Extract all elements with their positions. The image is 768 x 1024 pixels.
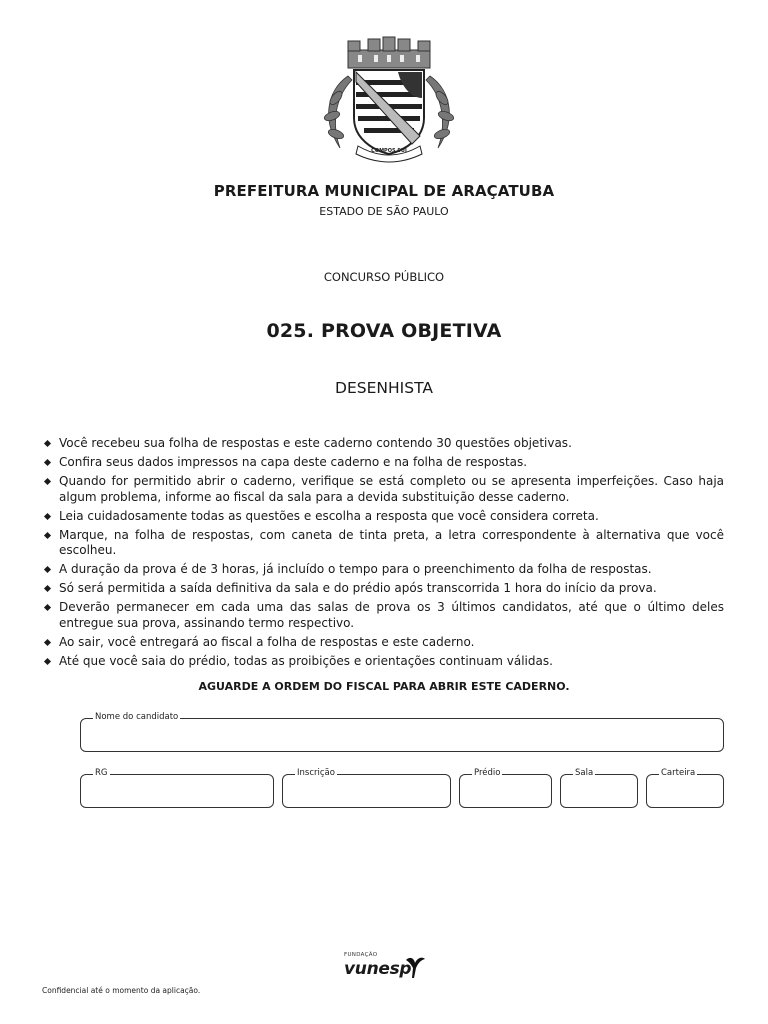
sala-field[interactable] bbox=[560, 768, 638, 808]
crest-motto: COMPOS SUI bbox=[371, 148, 407, 154]
candidate-name-field[interactable] bbox=[80, 712, 724, 752]
instruction-item: Deverão permanecer em cada uma das salas de prova os 3 últimos candidatos, até que o último deles entregue sua prova, assinando termo respectivo. bbox=[44, 600, 724, 631]
candidate-name-label: Nome do candidato bbox=[95, 712, 179, 722]
exam-type: CONCURSO PÚBLICO bbox=[323, 270, 445, 284]
instruction-item: A duração da prova é de 3 horas, já incluído o tempo para o preenchimento da folha de respostas. bbox=[44, 562, 724, 578]
instruction-item: Até que você saia do prédio, todas as proibições e orientações continuam válidas. bbox=[44, 654, 724, 670]
logo-small-text: FUNDAÇÃO bbox=[344, 952, 378, 958]
inscricao-label: Inscrição bbox=[297, 768, 335, 778]
instruction-item: Quando for permitido abrir o caderno, verifique se está completo ou se apresenta imperfeições. Caso haja algum problema, informe ao fiscal da sala para a devida substituição desse caderno. bbox=[44, 474, 724, 505]
confidential-footer: Confidencial até o momento da aplicação. bbox=[42, 986, 201, 995]
instruction-item: Ao sair, você entregará ao fiscal a folha de respostas e este caderno. bbox=[44, 635, 724, 651]
instruction-item: Confira seus dados impressos na capa deste caderno e na folha de respostas. bbox=[44, 455, 724, 471]
predio-label: Prédio bbox=[474, 768, 501, 778]
rg-label: RG bbox=[95, 768, 108, 778]
instructions-list bbox=[44, 436, 724, 673]
predio-field[interactable] bbox=[459, 768, 552, 808]
inscricao-field[interactable] bbox=[282, 768, 451, 808]
rg-field[interactable] bbox=[80, 768, 274, 808]
sala-label: Sala bbox=[575, 768, 594, 778]
exam-role: DESENHISTA bbox=[335, 379, 433, 397]
organization-subtitle: ESTADO DE SÃO PAULO bbox=[319, 205, 449, 218]
logo-name: vunesp bbox=[344, 959, 412, 979]
municipal-crest bbox=[318, 36, 460, 166]
instruction-item: Marque, na folha de respostas, com caneta de tinta preta, a letra correspondente à alternativa que você escolheu. bbox=[44, 528, 724, 559]
instruction-item: Leia cuidadosamente todas as questões e escolha a resposta que você considera correta. bbox=[44, 509, 724, 525]
carteira-label: Carteira bbox=[661, 768, 696, 778]
wait-notice: AGUARDE A ORDEM DO FISCAL PARA ABRIR ESTE CADERNO. bbox=[198, 680, 570, 693]
bird-icon bbox=[404, 954, 426, 980]
exam-title: 025. PROVA OBJETIVA bbox=[266, 320, 502, 342]
instruction-item: Você recebeu sua folha de respostas e este caderno contendo 30 questões objetivas. bbox=[44, 436, 724, 452]
vunesp-logo bbox=[340, 950, 430, 986]
instruction-item: Só será permitida a saída definitiva da sala e do prédio após transcorrida 1 hora do início da prova. bbox=[44, 581, 724, 597]
carteira-field[interactable] bbox=[646, 768, 724, 808]
organization-title: PREFEITURA MUNICIPAL DE ARAÇATUBA bbox=[213, 182, 555, 200]
